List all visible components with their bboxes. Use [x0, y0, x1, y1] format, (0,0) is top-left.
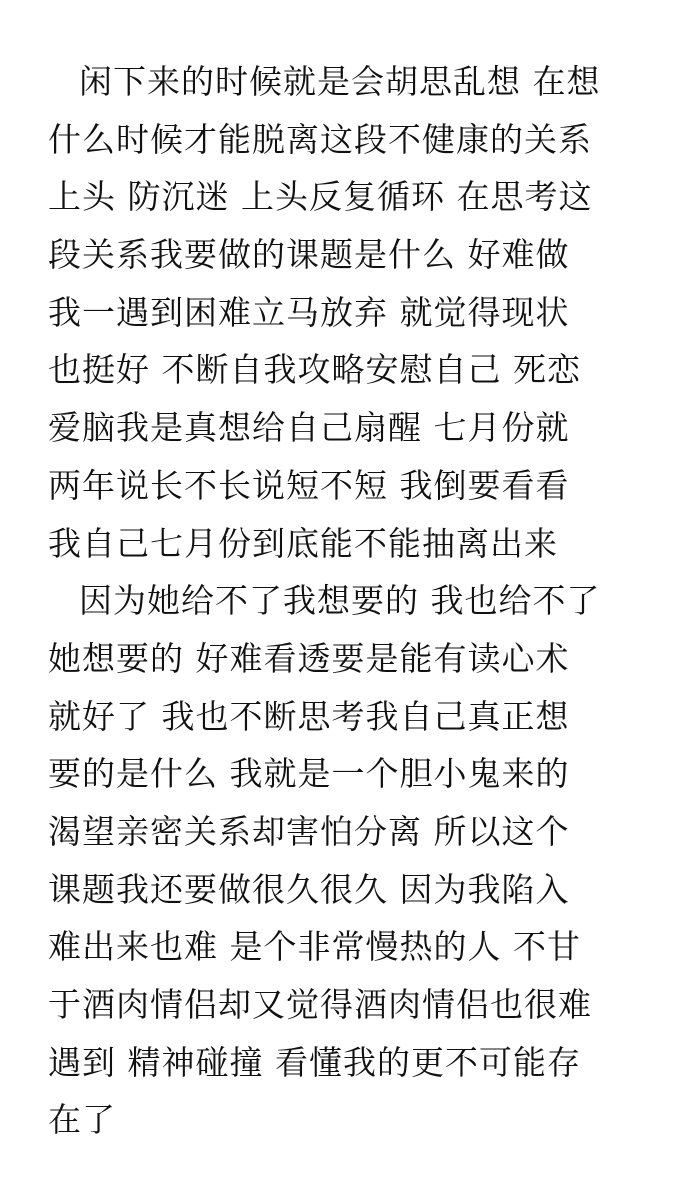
note-line-19: 在了 — [48, 1100, 116, 1140]
note-line-16: 难出来也难 是个非常慢热的人 不甘 — [48, 927, 581, 967]
note-line-18: 遇到 精神碰撞 看懂我的更不可能存 — [48, 1042, 581, 1082]
note-line-11: 她想要的 好难看透要是能有读心术 — [48, 638, 570, 678]
note-line-17: 于酒肉情侣却又觉得酒肉情侣也很难 — [48, 985, 592, 1024]
note-line-10: 因为她给不了我想要的 我也给不了 — [79, 581, 601, 621]
note-line-13: 要的是什么 我就是一个胆小鬼来的 — [48, 754, 570, 794]
note-line-6: 也挺好 不断自我攻略安慰自己 死恋 — [48, 350, 581, 390]
note-line-1: 闲下来的时候就是会胡思乱想 在想 — [79, 62, 601, 101]
note-line-5: 我一遇到困难立马放弃 就觉得现状 — [48, 292, 570, 332]
note-line-9: 我自己七月份到底能不能抽离出来 — [48, 523, 558, 563]
note-line-12: 就好了 我也不断思考我自己真正想 — [48, 696, 570, 736]
note-line-4: 段关系我要做的课题是什么 好难做 — [48, 235, 570, 275]
note-line-14: 渴望亲密关系却害怕分离 所以这个 — [48, 811, 570, 851]
note-line-2: 什么时候才能脱离这段不健康的关系 — [48, 119, 592, 159]
note-line-15: 课题我还要做很久很久 因为我陷入 — [48, 869, 570, 909]
note-line-8: 两年说长不长说短不短 我倒要看看 — [48, 465, 570, 505]
note-line-3: 上头 防沉迷 上头反复循环 在思考这 — [48, 177, 593, 217]
note-text-block — [48, 62, 658, 1158]
note-line-7: 爱脑我是真想给自己扇醒 七月份就 — [48, 408, 570, 448]
